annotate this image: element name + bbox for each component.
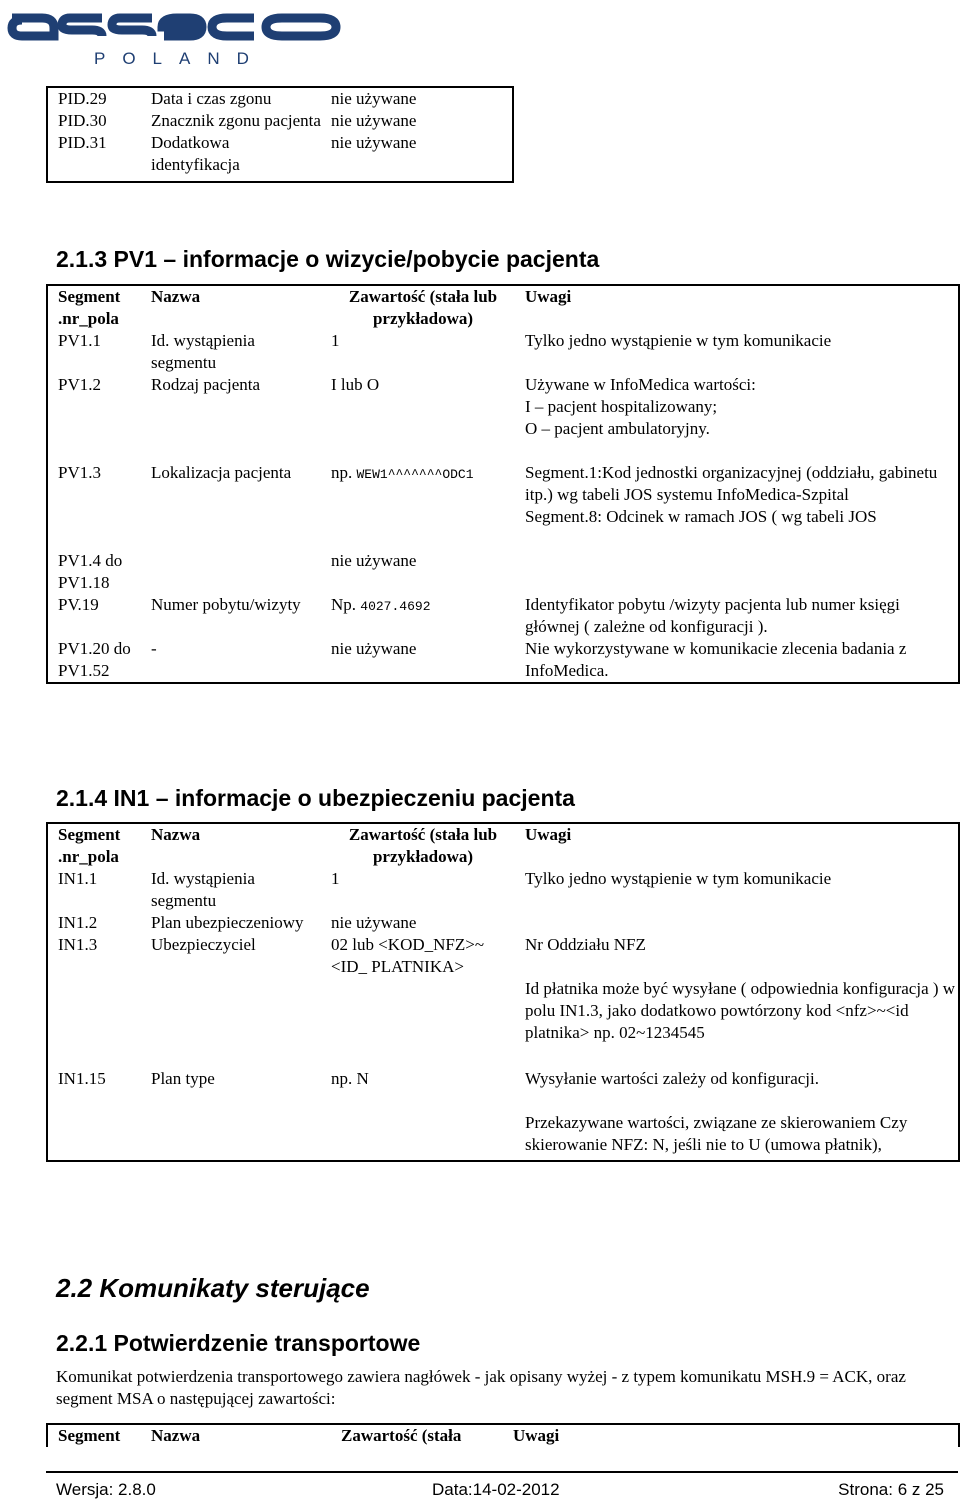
table-row — [47, 912, 959, 934]
pid-val: nie używane — [321, 132, 513, 182]
notes: Tylko jedno wystąpienie w tym komunikacie — [515, 868, 959, 912]
notes — [515, 462, 959, 550]
col-header-name: Nazwa — [141, 823, 321, 868]
seg: PV1.4 do PV1.18 — [47, 550, 141, 594]
val-code: 4027.4692 — [360, 599, 431, 614]
table-row — [47, 87, 513, 110]
subsection-heading: 2.2.1 Potwierdzenie transportowe — [56, 1330, 421, 1356]
notes-line: Segment.8: Odcinek w ramach JOS ( wg tabeli JOS — [525, 507, 877, 526]
notes-line: Wysyłanie wartości zależy od konfiguracji. — [525, 1069, 820, 1088]
notes-line: O – pacjent ambulatoryjny. — [525, 419, 710, 438]
in1-heading: 2.1.4 IN1 – informacje o ubezpieczeniu pacjenta — [56, 785, 575, 811]
table-row — [47, 594, 959, 638]
in1-table — [46, 822, 960, 1162]
pid-seg: PID.31 — [47, 132, 141, 182]
val-prefix: Np. — [331, 595, 357, 614]
name: - — [141, 638, 321, 683]
footer-page: Strona: 6 z 25 — [838, 1480, 944, 1499]
pid-seg: PID.30 — [47, 110, 141, 132]
table-row — [47, 638, 959, 683]
table-row — [47, 868, 959, 912]
table-row — [47, 934, 959, 1068]
seg: PV.19 — [47, 594, 141, 638]
seg: PV1.1 — [47, 330, 141, 374]
notes — [515, 912, 959, 934]
seg: IN1.1 — [47, 868, 141, 912]
notes-line: Używane w InfoMedica wartości: — [525, 375, 756, 394]
notes-line: Przekazywane wartości, związane ze skierowaniem Czy skierowanie NFZ: N, jeśli nie to U (umowa płatnik), — [525, 1113, 908, 1154]
table-row — [47, 462, 959, 550]
table-header-row — [47, 1424, 959, 1447]
seg: PV1.20 do PV1.52 — [47, 638, 141, 683]
col-header-seg: Segment .nr_pola — [47, 285, 141, 330]
name: Plan type — [141, 1068, 321, 1161]
name — [141, 550, 321, 594]
section-heading: 2.2 Komunikaty sterujące — [56, 1273, 370, 1303]
notes — [515, 550, 959, 594]
val: 1 — [331, 869, 340, 888]
name: Ubezpieczyciel — [151, 935, 256, 954]
notes — [515, 374, 959, 462]
table-row — [47, 1068, 959, 1161]
col-header-notes: Uwagi — [503, 1424, 959, 1447]
msa-table — [46, 1423, 960, 1447]
val: I lub O — [331, 375, 380, 394]
asseco-logo — [2, 0, 342, 70]
pv1-heading: 2.1.3 PV1 – informacje o wizycie/pobycie pacjenta — [56, 246, 600, 272]
val: nie używane — [331, 551, 417, 570]
col-header-val: Zawartość (stała — [331, 1424, 503, 1447]
col-header-notes: Uwagi — [515, 285, 959, 330]
col-header-seg: Segment .nr_pola — [47, 823, 141, 868]
seg: PV1.3 — [47, 462, 141, 550]
notes-line: I – pacjent hospitalizowany; — [525, 397, 718, 416]
name: Lokalizacja pacjenta — [151, 463, 292, 482]
name: Id. wystąpienia segmentu — [151, 869, 255, 910]
pv1-table — [46, 284, 960, 684]
val — [321, 594, 515, 638]
table-row — [47, 110, 513, 132]
val — [321, 462, 515, 550]
seg: IN1.3 — [47, 934, 141, 1068]
pid-name: Znacznik zgonu pacjenta — [151, 111, 321, 130]
val-code: WEW1^^^^^^^ODC1 — [356, 467, 474, 482]
table-header-row — [47, 285, 959, 330]
notes: Tylko jedno wystąpienie w tym komunikacie — [515, 330, 959, 374]
name: Plan ubezpieczeniowy — [151, 913, 304, 932]
val-prefix: np. — [331, 463, 353, 482]
section-paragraph: Komunikat potwierdzenia transportowego zawiera nagłówek - jak opisany wyżej - z typem komunikatu MSH.9 = ACK, oraz segment MSA o następującej zawartości: — [56, 1367, 906, 1408]
notes-line: Nr Oddziału NFZ — [525, 935, 646, 954]
footer-date: Data:14-02-2012 — [432, 1480, 560, 1499]
val: 02 lub <KOD_NFZ>~<ID_ PLATNIKA> — [331, 935, 485, 976]
page-footer — [46, 1471, 958, 1499]
seg: PV1.2 — [47, 374, 141, 462]
notes: Nie wykorzystywane w komunikacie zlecenia badania z InfoMedica. — [515, 638, 959, 683]
col-header-seg: Segment — [47, 1424, 141, 1447]
table-row — [47, 132, 513, 182]
col-header-name: Nazwa — [141, 1424, 331, 1447]
name: Numer pobytu/wizyty — [151, 595, 301, 614]
pid-val: nie używane — [321, 87, 513, 110]
table-row — [47, 550, 959, 594]
col-header-val: Zawartość (stała lub przykładowa) — [321, 823, 515, 868]
pid-name: Data i czas zgonu — [141, 87, 321, 110]
val: nie używane — [331, 913, 417, 932]
table-row — [47, 330, 959, 374]
pid-name: Dodatkowa identyfikacja — [141, 132, 321, 182]
table-header-row — [47, 823, 959, 868]
notes-line: Segment.1:Kod jednostki organizacyjnej (oddziału, gabinetu itp.) wg tabeli JOS systemu InfoMedica-Szpital — [525, 463, 938, 504]
name: Id. wystąpienia segmentu — [151, 331, 255, 372]
notes — [515, 934, 959, 1068]
logo-subtitle: POLAND — [94, 49, 266, 68]
val: nie używane — [321, 638, 515, 683]
notes-line: Id płatnika może być wysyłane ( odpowiednia konfiguracja ) w polu IN1.3, jako dodatkowo powtórzony kod <nfz>~<id platnika> np. 02~1234545 — [525, 979, 956, 1042]
seg: IN1.15 — [47, 1068, 141, 1161]
table-row — [47, 374, 959, 462]
pid-seg: PID.29 — [47, 87, 141, 110]
col-header-notes: Uwagi — [515, 823, 959, 868]
footer-version: Wersja: 2.8.0 — [56, 1480, 156, 1499]
name: Rodzaj pacjenta — [151, 375, 261, 394]
pid-table — [46, 86, 514, 183]
notes — [515, 1068, 959, 1161]
notes: Identyfikator pobytu /wizyty pacjenta lub numer księgi głównej ( zależne od konfiguracji ). — [515, 594, 959, 638]
col-header-val: Zawartość (stała lub przykładowa) — [321, 285, 515, 330]
seg: IN1.2 — [47, 912, 141, 934]
val: 1 — [331, 331, 340, 350]
pid-val: nie używane — [321, 110, 513, 132]
val: np. N — [321, 1068, 515, 1161]
col-header-name: Nazwa — [141, 285, 321, 330]
